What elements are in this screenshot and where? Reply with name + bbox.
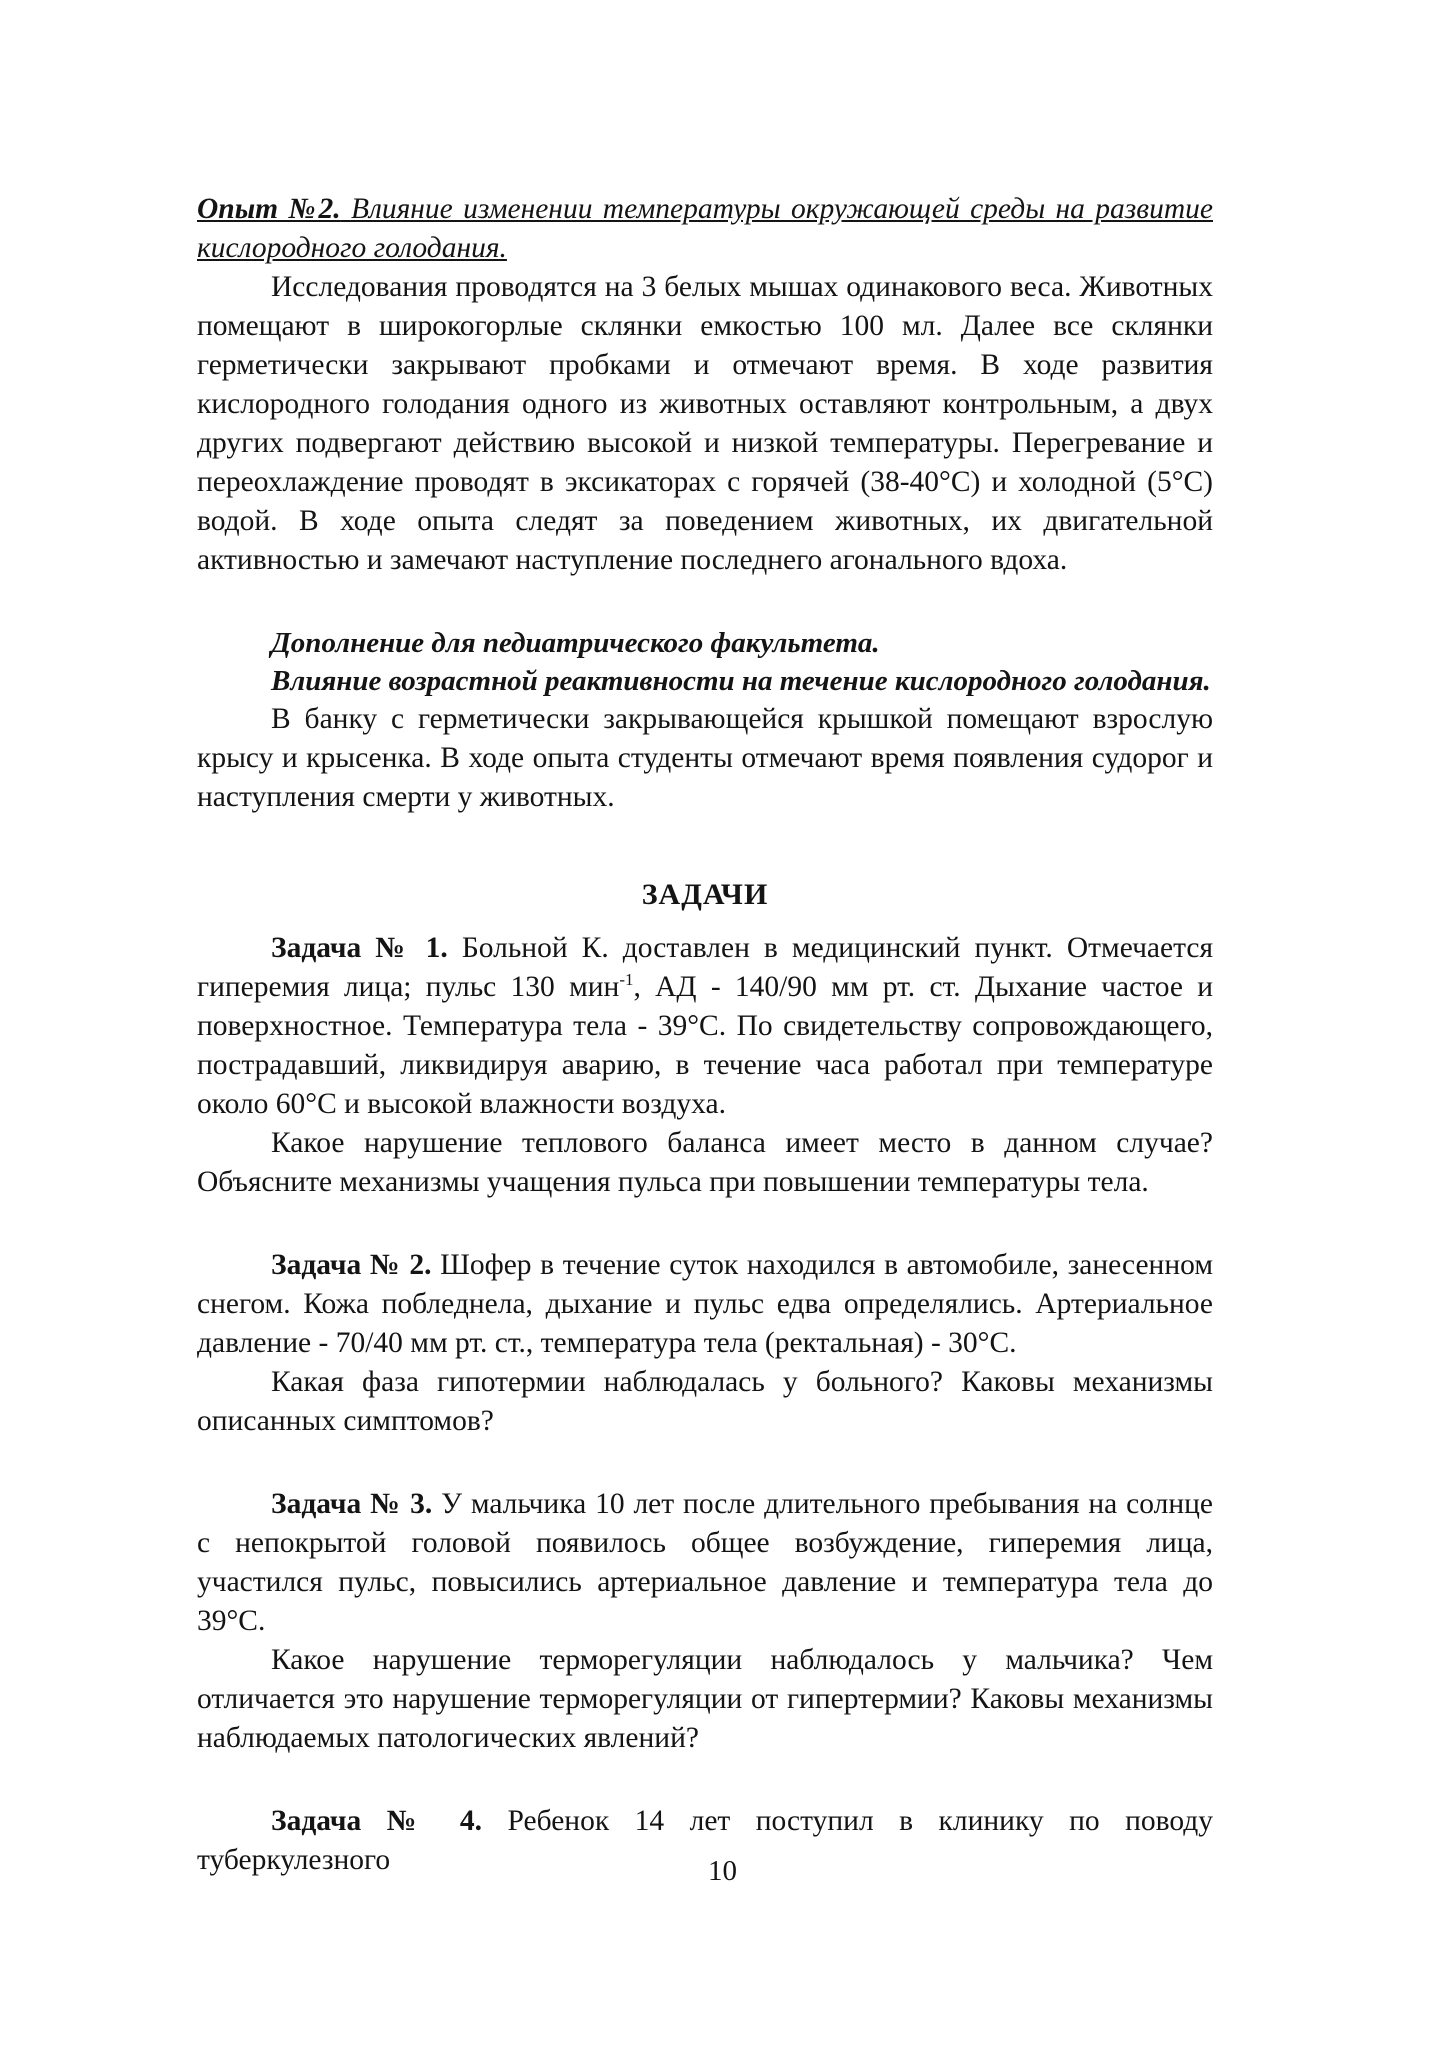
experiment-2-paragraph: Исследования проводятся на 3 белых мышах одинакового веса. Животных помещают в широкогорлые склянки емкостью 100 мл. Далее все склянки герметически закрывают пробками и отмечают время. В ходе развития кислородного голодания одного из животных оставляют контрольным, а двух других подвергают действию высокой и низкой температуры. Перегревание и переохлаждение проводят в эксикаторах с горячей (38-40°С) и холодной (5°С) водой. В ходе опыта следят за поведением животных, их двигательной активностью и замечают наступление последнего агонального вдоха. xyxy=(197,271,1213,576)
task-4-label: Задача № 4. xyxy=(271,1805,482,1837)
task-3-label: Задача № 3. xyxy=(271,1488,433,1520)
task-1-text-before: Больной К. доставлен в медицинский пункт. Отмечается гиперемия лица; пульс 130 мин xyxy=(197,932,1214,1003)
task-3 xyxy=(197,1485,1213,1758)
page-number: 10 xyxy=(708,1855,737,1887)
task-1 xyxy=(197,929,1213,1202)
experiment-2-title: Влияние изменении температуры окружающей среды на развитие кислородного голодания. xyxy=(197,193,1213,264)
experiment-2-heading xyxy=(197,190,1213,268)
document-page xyxy=(197,190,1213,1880)
task-1-question: Какое нарушение теплового баланса имеет место в данном случае? Объясните механизмы учащения пульса при повышении температуры тела. xyxy=(197,1127,1213,1198)
task-1-label: Задача № 1. xyxy=(271,932,448,964)
task-2 xyxy=(197,1246,1213,1441)
task-2-body: Шофер в течение суток находился в автомобиле, занесенном снегом. Кожа побледнела, дыхание и пульс едва определялись. Артериальное давление - 70/40 мм рт. ст., температура тела (ректальная) - 30°С. xyxy=(197,1249,1213,1359)
task-4-body: Ребенок 14 лет поступил в клинику по поводу туберкулезного xyxy=(197,1805,1214,1876)
task-2-label: Задача № 2. xyxy=(271,1249,432,1281)
task-3-text xyxy=(197,1485,1213,1641)
task-1-text-after: , АД - 140/90 мм рт. ст. Дыхание частое и поверхностное. Температура тела - 39°С. По свидетельству сопровождающего, пострадавший, ликвидируя аварию, в течение часа работал при температуре около 60°С и высокой влажности воздуха. xyxy=(197,971,1213,1120)
tasks-heading: ЗАДАЧИ xyxy=(641,878,769,911)
task-2-text xyxy=(197,1246,1213,1363)
task-1-text xyxy=(197,929,1213,1124)
task-3-question: Какое нарушение терморегуляции наблюдалось у мальчика? Чем отличается это нарушение терморегуляции от гипертермии? Каковы механизмы наблюдаемых патологических явлений? xyxy=(197,1644,1213,1754)
supplement-title: Дополнение для педиатрического факультета. xyxy=(271,627,880,659)
supplement-paragraph: В банку с герметически закрывающейся крышкой помещают взрослую крысу и крысенка. В ходе опыта студенты отмечают время появления судорог и наступления смерти у животных. xyxy=(197,703,1213,813)
task-1-superscript: -1 xyxy=(619,970,634,990)
experiment-2-label: Опыт №2. xyxy=(197,193,341,225)
supplement-subtitle: Влияние возрастной реактивности на течение кислородного голодания. xyxy=(271,665,1211,697)
task-2-question: Какая фаза гипотермии наблюдалась у больного? Каковы механизмы описанных симптомов? xyxy=(197,1366,1213,1437)
task-3-body: У мальчика 10 лет после длительного пребывания на солнце с непокрытой головой появилось общее возбуждение, гиперемия лица, участился пульс, повысились артериальное давление и температура тела до 39°С. xyxy=(197,1488,1213,1637)
